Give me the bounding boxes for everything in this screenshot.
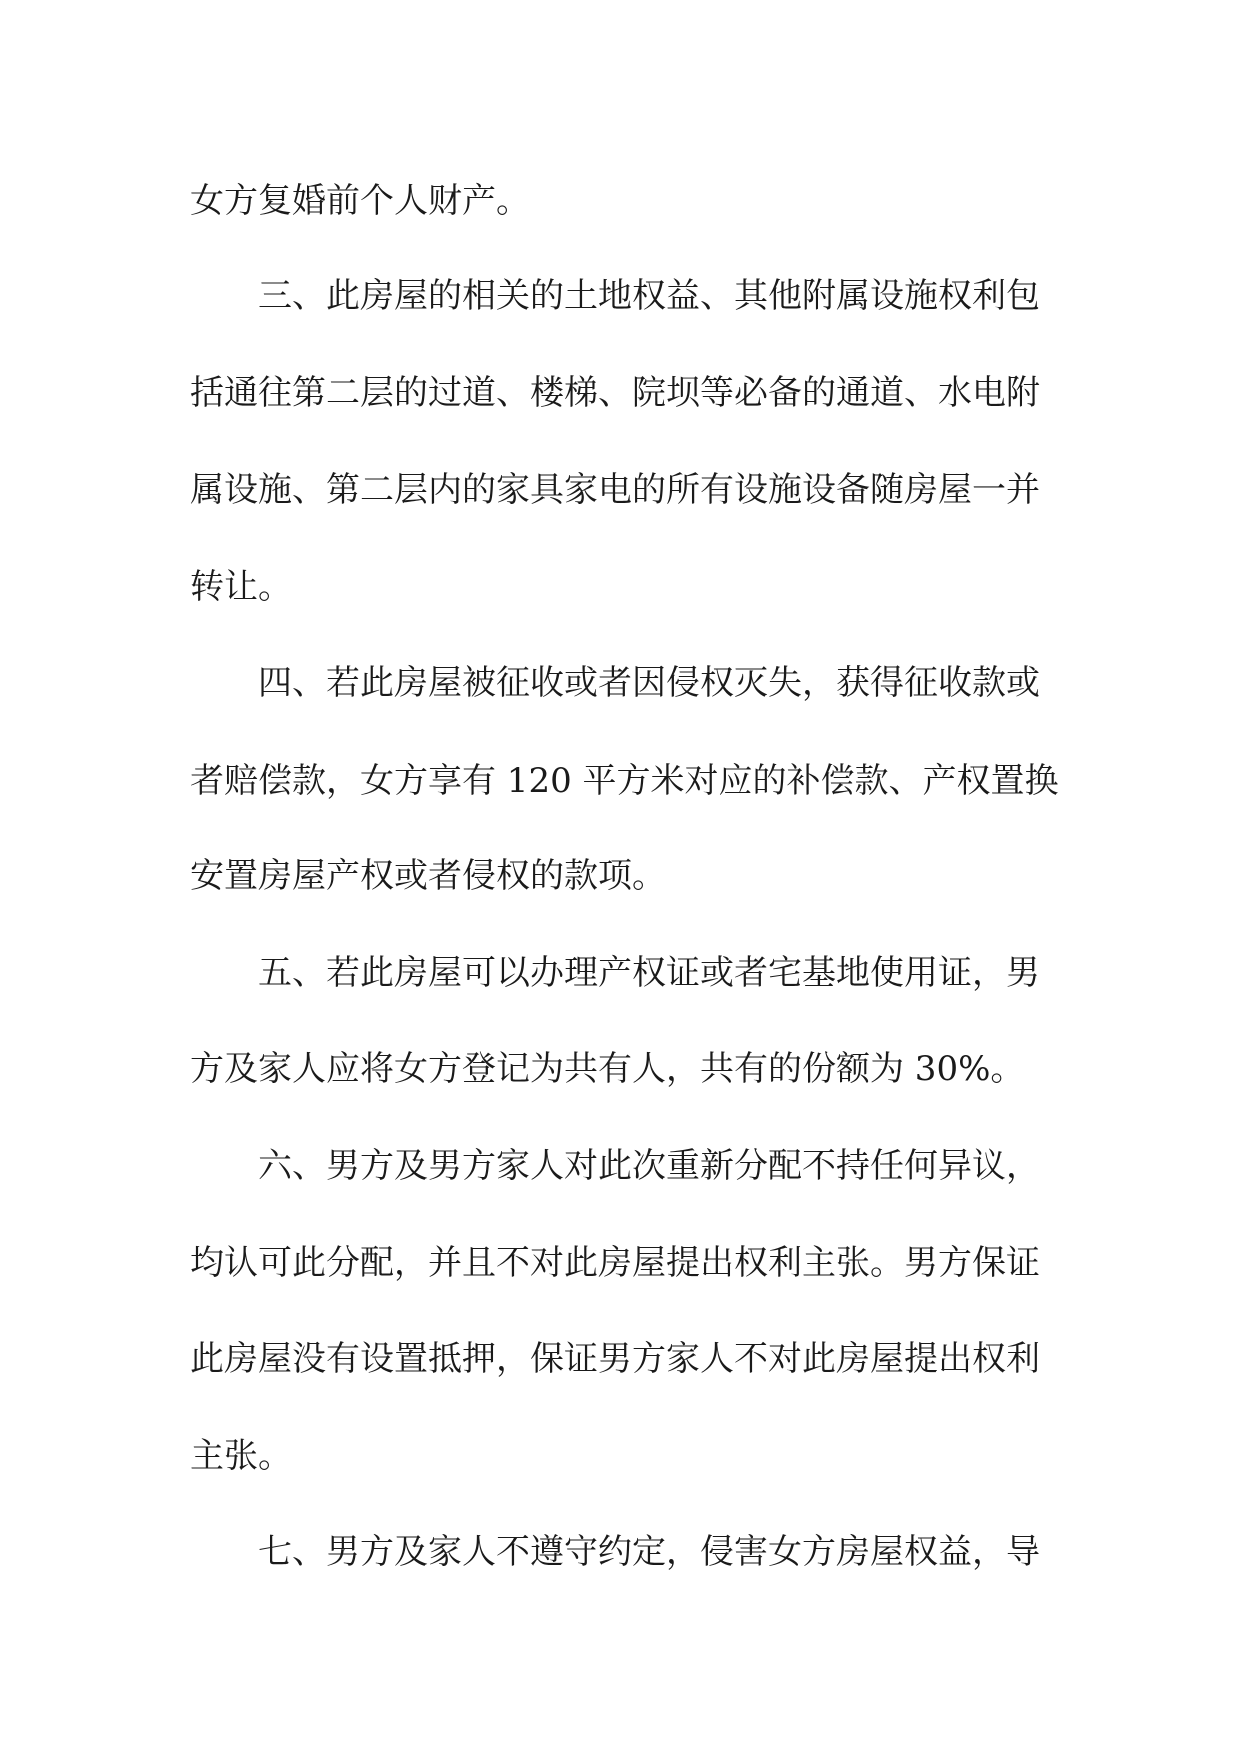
- paragraph-start-line: 三、此房屋的相关的土地权益、其他附属设施权利包: [258, 276, 1040, 316]
- text-line: 安置房屋产权或者侵权的款项。: [190, 856, 666, 896]
- text-line: 均认可此分配，并且不对此房屋提出权利主张。男方保证: [190, 1243, 1040, 1283]
- text-line: 方及家人应将女方登记为共有人，共有的份额为 30%。: [190, 1049, 1025, 1089]
- text-line: 主张。: [190, 1436, 292, 1476]
- text-line: 属设施、第二层内的家具家电的所有设施设备随房屋一并: [190, 470, 1040, 510]
- paragraph-start-line: 五、若此房屋可以办理产权证或者宅基地使用证，男: [258, 953, 1040, 993]
- text-line: 女方复婚前个人财产。: [190, 181, 530, 221]
- text-line: 转让。: [190, 567, 292, 607]
- paragraph-start-line: 六、男方及男方家人对此次重新分配不持任何异议，: [258, 1146, 1040, 1186]
- paragraph-start-line: 七、男方及家人不遵守约定，侵害女方房屋权益，导: [258, 1532, 1040, 1572]
- text-line: 括通往第二层的过道、楼梯、院坝等必备的通道、水电附: [190, 373, 1040, 413]
- text-line: 者赔偿款，女方享有 120 平方米对应的补偿款、产权置换: [190, 761, 1059, 801]
- paragraph-start-line: 四、若此房屋被征收或者因侵权灭失，获得征收款或: [258, 663, 1040, 703]
- text-line: 此房屋没有设置抵押，保证男方家人不对此房屋提出权利: [190, 1339, 1040, 1379]
